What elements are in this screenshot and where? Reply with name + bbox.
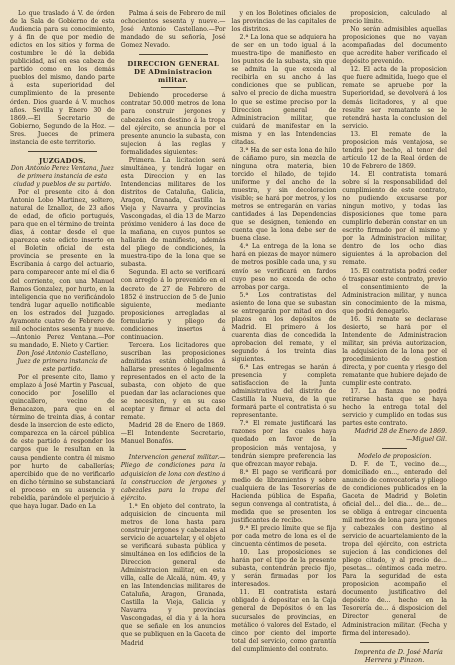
condition-11-continued: proposicion, calculado al precio límite. [342,10,447,26]
section-heading-juzgados: JUZGADOS. [39,156,86,165]
condition-9: 9.ª El precio límite que se fija por cada metro de lona es el de cincuenta céntimos de peseta. [231,525,337,549]
condition-11: 11. El contratista estará obligado á depositar en la Caja general de Depósitos ó en las sucursales de provincias, en metálico ó valores del Estado, el cinco por ciento del importe total del servicio, como garantía del cumplimiento del contrato. [231,589,337,653]
edict-2: Por el presente cito, llamo y emplazo á José Martin y Pascual, conocido por Joselillo el quincallero, vecino de Benacazon, para que en el término de treinta dias, á contar desde la insercion de este edicto, comparezca en la cárcel pública de este partido á responder los cargos que le resultan en la causa pendiente contra él mismo por hurto de caballerías; apercibido que de no verificarlo en dicho término se substanciará el proceso en su ausencia y rebeldía, parándole el perjuicio á que haya lugar. Dado en La [10,374,115,510]
rule-segunda: Segunda. El acto se verificará con arreglo á lo prevenido en el decreto de 27 de Febrero de 1852 é instruccion de 5 de Junio siguiente, mediante proposiciones arregladas al formulario y pliego de condiciones insertos á continuacion. [120,269,226,341]
condition-15: 15. El contratista podrá ceder ó traspasar este contrato, previo el consentimiento de la Administracion militar, y nunca sin conocimiento de la misma, que podrá denegarlo. [342,267,447,315]
condition-4: 4.ª La entrega de la lona se hará en piezas de mayor número de metros posible cada una, y su envío se verificará en fardos cuyo peso no exceda de ocho arrobas por carga. [231,243,337,291]
imprint-line: Imprenta de D. José María Herrera y Pinzon. [354,647,443,665]
judge-title-2: Don José Antonio Castellano, Juez de primera instancia de este partido. [16,349,108,374]
column-2 [120,10,226,647]
signature-bonafos: Madrid 28 de Enero de 1869.—El Intendente Secretario, Manuel Bonafós. [120,422,226,446]
condition-12: 12. El acta de la proposicion que fuere admitida, luego que el remate se apruebe por la Superioridad, se devolverá á los demás licitadores, y al que resulte ser rematante se le retendrá hasta la conclusion del servicio. [342,66,447,130]
condition-5: 5.ª Los contratistas del asiento de lona que se subastan se entregarán por mitad en dos plazos en los depósitos de Madrid. El primero á los cuarenta dias de concedida la aprobacion del remate, y el segundo á los treinta dias siguientes. [231,291,337,364]
short-divider [161,449,186,450]
model-heading: Modelo de proposicion. [357,452,432,460]
condition-17: 17. La fianza no podrá retirarse hasta que se haya hecho la entrega total del servicio y cumplido en todas sus partes este contrato. [342,388,447,428]
condition-13: 13. El remate de la proposicion más ventajosa, se tendrá por hecho, al tenor del artículo 12 de la Real órden de 10 de Febrero de 1869. [342,130,447,170]
rule-primera: Primera. La licitacion será simultánea, y tendrá lugar en esta Direccion y en las Intendencias militares de los distritos de Cataluña, Galicia, Aragon, Granada, Castilla la Vieja y Navarra y provincias Vascongadas, el dia 13 de Marzo próximo venidero á las doce de la mañana, en cuyos puntos se hallarán de manifiesto, además del pliego de condiciones, la muestra-tipo de la lona que se subasta. [120,156,226,269]
condition-2: 2.ª La lona que se adquiera ha de ser en un todo igual á la muestra-tipo de manifiesto en los puntos de la subasta, sin que se admita la que exceda al recibirla en su ancho á las condiciones que se publican, salvo el precio de dicha muestra lo que se estime preciso por la Direccion general de Administracion militar, que cuidará de manifestar en la misma y en las Intendencias citadas. [231,34,337,146]
column-3 [231,10,337,653]
condition-14: 14. El contratista tomará sobre sí la responsabilidad del cumplimiento de este contrato, no pudiendo excusarse por ningun motivo, y todas las disposiciones que tome para cumplirlo deberán constar en un escrito firmado por él mismo y por la Administracion militar, dentro de los ocho dias siguientes á la aprobacion del remate. [342,170,447,267]
signature-gil: Madrid 28 de Enero de 1869.—Miguel Gil. [354,428,447,444]
column-1 [10,10,115,634]
short-divider [382,448,407,449]
announcement-intro: Debiendo procederse á contratar 50.000 metros de lona para construir jergones y cabezales con destino á la tropa del ejército, se anuncia por el presente anuncio la subasta, con sujecion á las reglas y formalidades siguientes: [120,92,226,156]
condition-1-continued: y en los Boletines oficiales de las provincias de las capitales de los distritos. [231,10,337,34]
model-text: D. F. de T., vecino de..., domiciliado en..., enterado del anuncio de convocatoria y pliego de condiciones publicados en la Gaceta de Madrid y Boletin oficial del... del dia... de... de... se obliga á entregar cincuenta mil metros de lona para jergones y cabezales con destino al servicio de acuartelamiento de la tropa del ejército, con estricta sujecion á las condiciones del pliego citado, y al precio de... pesetas... céntimos cada metro. Para la seguridad de esta proposicion acompaño el documento justificativo del depósito de... hecho en la Tesorería de... á disposicion del Director general de Administracion militar. (Fecha y firma del interesado). [342,460,447,637]
condition-11-note: No serán admisibles aquellas proposiciones que no vayan acompañadas del documento que acredite haber verificado el depósito prevenido. [342,26,447,66]
divider-rule [28,151,97,152]
short-divider [161,87,186,88]
condition-7: 7.ª El remate justificará las razones por las cuales haya quedado en favor de la proposicion más ventajosa, y tendrán siempre preferencia las que ofrezcan mayor rebaja. [231,420,337,468]
divider-rule [139,54,208,55]
condition-8: 8.ª El pago se verificará por medio de libramientos y sobre cualquiera de las Tesorerías de Hacienda pública de España, segun convenga al contratista, á medida que se presenten los justificantes de recibo. [231,468,337,524]
divider-rule [360,642,429,643]
pliego-title: Intervencion general militar.—Pliego de condiciones para la adquisicion de lona con destino á la construccion de jergones y cabezales para la tropa del ejército. [120,454,226,502]
section-heading-administracion: DIRECCION GENERAL DE ADministracion militar. [127,60,219,85]
edict-2-continued: Palma á seis de Febrero de mil ochocientos sesenta y nueve.—José Antonio Castellano.—Por mandado de su señoría, José Gomez Nevado. [120,10,226,50]
condition-16: 16. Si remate se declarase desierto, se hará por el Intendente de Administracion militar, sin prévia autorizacion, la adquisicion de la lona por el procedimiento de gestion directa, y por cuenta y riesgo del rematante que hubiere dejado de cumplir este contrato. [342,315,447,388]
column-4 [342,10,447,665]
edict-1: Por el presente cito á don Antonio Lobo Martinez, soltero, natural de Iznalloz, de 23 años de edad, de oficio portugués, para que en el término de treinta dias, á contar desde el que aparezca este edicto inserto en el Boletin oficial de esta provincia se presente en la Escribania á cargo del actuario, para comparecer ante mí el dia 6 del corriente, con una Manuel Ramos Gonzalez, por hurto, en la inteligencia que no verificándolo tendrá lugar aquello notificable en los estrados del Juzgado. Ayamonte cuatro de Febrero de mil ochocientos sesenta y nueve. —Antonio Perez Ventana.—Por su mandado, E. Nieto y Cartier. [10,188,115,349]
condition-3: 3.ª Ha de ser esta lona de hilo de cáñamo puro, sin mezcla de ninguna otra materia, bien torcido el hilado, de tejido uniforme y del ancho de la muestra, y sin decoloracion visible; se hará por metros, y los metros se entregarán en varias cantidades á las Dependencias que se designen, teniendo en cuenta que la lona debe ser de buena clase. [231,146,337,243]
columns [10,10,447,665]
condition-6: 6.ª Las entregas se harán á presencia y completa satisfaccion de la Junta administrativa del distrito de Castilla la Nueva, de la que formará parte el contratista ó su representante. [231,364,337,420]
condition-10: 10. Las proposiciones se harán por el tipo de la presente subasta, contendrán precio fijo, y serán firmadas por los interesados. [231,549,337,589]
judge-title-1: Don Antonio Perez Ventana, Juez de primera instancia de esta ciudad y pueblos de su partido. [10,164,114,188]
audiencia-notice: Lo que traslado á V. de órden de la Sala de Gobierno de esta Audiencia para su conocimiento, y á fin de que por medio de edictos en los sitios y forma de costumbre le dé la debida publicidad, así en esa cabeza de partido como en los demás pueblos del mismo, dando parte á esta superioridad del cumplimiento de la presente órden. Dios guarde á V. muchos años. Sevilla y Enero 30 de 1869.—El Secretario de Gobierno, Segundo de la Hoz. —Sres. Jueces de primera instancia de este territorio. [10,10,115,146]
condition-1: 1.ª En objeto del contrato, la adquisicion de cincuenta mil metros de lona hasta para construir jergones y cabezales al servicio de acuartelar, y el objeto se verificará subasta pública y simultánea en los edificios de la Direccion general de Administracion militar, en esta villa, calle de Alcalá, núm. 49, y en las Intendencias militares de Cataluña, Aragon, Granada, Castilla la Vieja, Galicia y Navarra y provincias Vascongadas, el dia y á la hora que se señale en los anuncios que se publiquen en la Gaceta de Madrid [120,502,226,647]
rule-tercera: Tercera. Los licitadores que suscriban las proposiciones admitidas están obligados á hallarse presentes ó legalmente representados en el acto de la subasta, con objeto de que puedan dar las aclaraciones que se necesiten, y en su caso aceptar y firmar el acta del remate. [120,341,226,422]
